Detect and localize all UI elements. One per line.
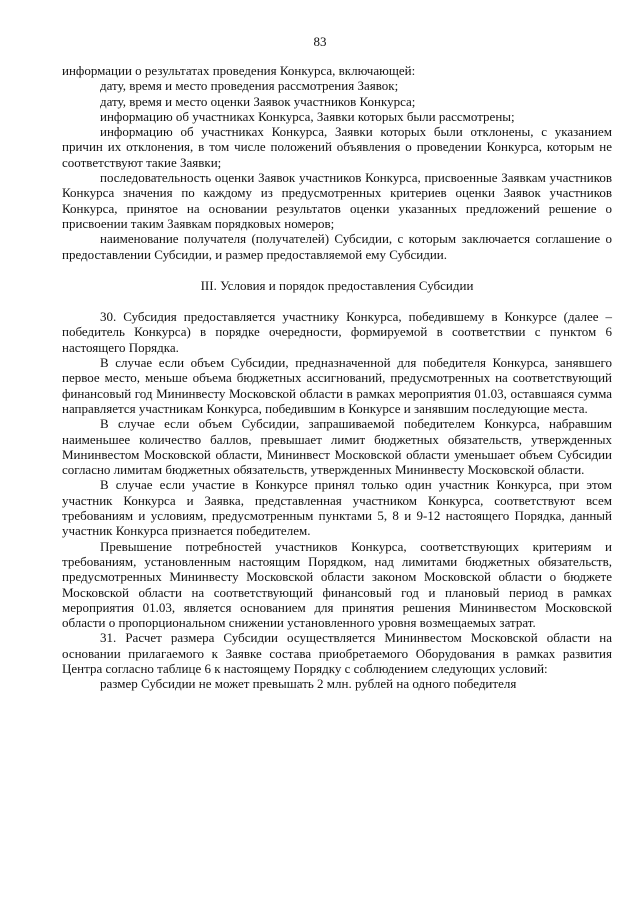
page-number: 83: [313, 34, 327, 49]
paragraph: дату, время и место оценки Заявок участников Конкурса;: [100, 93, 416, 109]
paragraph: 30. Субсидия предоставляется участнику Конкурса, победившему в Конкурсе (далее – победитель Конкурса) в порядке очередности, формируемой в соответствии с пунктом 6 настоящего Порядка.: [62, 309, 612, 355]
paragraph: Превышение потребностей участников Конкурса, соответствующих критериям и требованиям, установленным настоящим Порядком, над лимитами бюджетных обязательств, предусмотренных Мининвесту Московской области законом Московской области о бюджете Московской области на соответствующий финансовый год и плановый период в рамках мероприятия 01.03, является основанием для принятия решения Мининвестом Московской области о пропорциональном снижении установленного уровня возмещаемых затрат.: [62, 538, 612, 631]
paragraph: информации о результатах проведения Конкурса, включающей:: [62, 63, 416, 78]
paragraph: В случае если объем Субсидии, предназначенной для победителя Конкурса, занявшего первое место, меньше объема бюджетных ассигнований, предусмотренных на соответствующий финансовый год Мининвесту Московской области в рамках мероприятия 01.03, оставшаяся сумма направляется участникам Конкурса, победившим в Конкурсе и занявшим последующие места.: [62, 355, 612, 416]
paragraph: В случае если объем Субсидии, запрашиваемой победителем Конкурса, набравшим наименьшее количество баллов, превышает лимит бюджетных обязательств, утвержденных Мининвестом Московской области, Мининвест Московской области уменьшает объем Субсидии согласно лимитам бюджетных обязательств, утвержденных Мининвесту Московской области.: [62, 416, 612, 478]
paragraph: В случае если участие в Конкурсе принял только один участник Конкурса, при этом участник Конкурса и Заявка, представленная участником Конкурса, соответствуют всем требованиям и условиям, предусмотренным пунктами 5, 8 и 9-12 настоящего Порядка, данный участник Конкурса признается победителем.: [62, 477, 612, 539]
paragraph: информацию об участниках Конкурса, Заявки которых были отклонены, с указанием причин их отклонения, в том числе положений объявления о проведении Конкурса, которым не соответствуют такие Заявки;: [62, 124, 612, 170]
paragraph: 31. Расчет размера Субсидии осуществляется Мининвестом Московской области на основании прилагаемого к Заявке состава приобретаемого Оборудования в рамках развития Центра согласно таблице 6 к настоящему Порядку с соблюдением следующих условий:: [62, 630, 612, 676]
paragraph: дату, время и место проведения рассмотрения Заявок;: [100, 78, 399, 94]
paragraph: информацию об участниках Конкурса, Заявки которых были рассмотрены;: [100, 108, 515, 124]
document-body: [62, 63, 612, 692]
paragraph: последовательность оценки Заявок участников Конкурса, присвоенные Заявкам участников Конкурса значения по каждому из предусмотренных критериев оценки Заявок участников Конкурса, принятое на основании результатов оценки указанных предложений решение о присвоении таким Заявкам порядковых номеров;: [62, 170, 612, 231]
paragraph: размер Субсидии не может превышать 2 млн. рублей на одного победителя: [100, 676, 517, 692]
section-heading: III. Условия и порядок предоставления Субсидии: [200, 277, 474, 293]
paragraph: наименование получателя (получателей) Субсидии, с которым заключается соглашение о предоставлении Субсидии, и размер предоставляемой ему Субсидии.: [62, 231, 612, 262]
